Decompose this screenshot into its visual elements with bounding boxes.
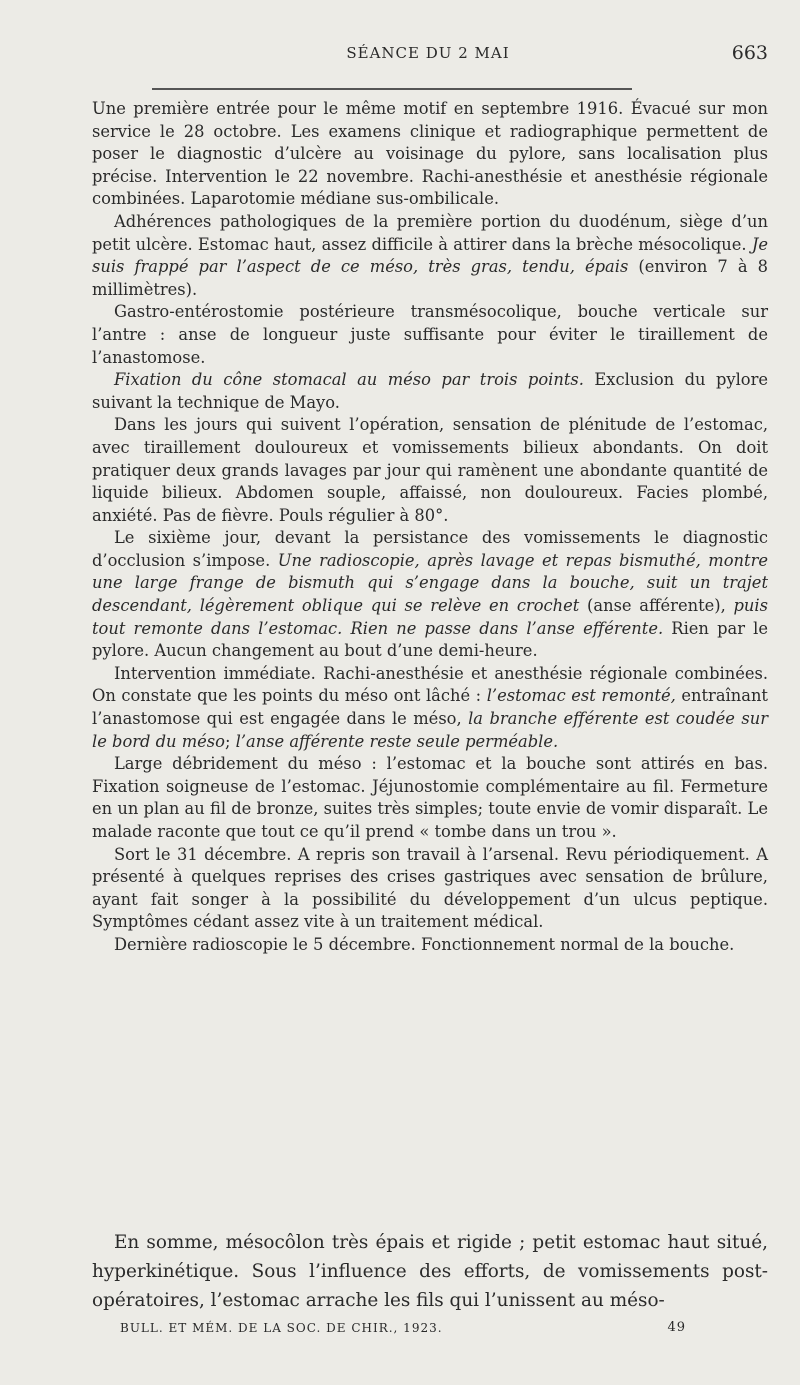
body-paragraph xyxy=(92,301,768,369)
italic-run: Une radioscopie, après lavage et repas bismuthé, montre une large frange de bismuth qui s’engage dans la bouche, suit un trajet descendant, légèrement oblique qui se relève en crochet xyxy=(92,550,768,616)
text-run: Gastro-entérostomie postérieure transmésocolique, bouche verticale sur l’antre : anse de longueur juste suffisante pour éviter le tiraillement de l’anastomose. xyxy=(92,302,768,367)
italic-run: l’anse afférente reste seule perméable. xyxy=(235,731,559,751)
conclusion-section xyxy=(92,1228,768,1315)
journal-reference: BULL. ET MÉM. DE LA SOC. DE CHIR., 1923. xyxy=(120,1321,443,1335)
text-run: Intervention immédiate. Rachi-anesthésie et anesthésie régionale combinées. On constate que les points du méso ont lâché : xyxy=(92,663,768,706)
conclusion-paragraph: En somme, mésocôlon très épais et rigide ; petit estomac haut situé, hyperkinétique. Sous l’influence des efforts, de vomissements post-opératoires, l’estomac arrache les fils qui l’unissent au méso- xyxy=(92,1232,768,1311)
text-run: Dans les jours qui suivent l’opération, sensation de plénitude de l’estomac, avec tiraillement douloureux et vomissements bilieux abondants. On doit pratiquer deux grands lavages par jour qui ramènent une abondante quantité de liquide bilieux. Abdomen souple, affaissé, non douloureux. Facies plombé, anxiété. Pas de fièvre. Pouls régulier à 80°. xyxy=(92,415,768,525)
text-run: Dernière radioscopie le 5 décembre. Fonctionnement normal de la bouche. xyxy=(114,934,735,954)
sheet-number: 49 xyxy=(667,1320,686,1335)
text-run: (environ 7 à 8 millimètres). xyxy=(92,257,768,299)
body-paragraph xyxy=(92,211,768,301)
text-run: Rien par le pylore. Aucun changement au bout d’une demi-heure. xyxy=(92,618,768,661)
italic-run: Je suis frappé par l’aspect de ce méso, très gras, tendu, épais xyxy=(92,234,768,277)
text-run: ; xyxy=(224,731,236,751)
italic-run: la branche efférente est coudée sur le bord du méso xyxy=(92,709,768,751)
page-number: 663 xyxy=(731,42,768,64)
text-run: entraînant l’anastomose qui est engagée dans le méso, xyxy=(92,686,768,729)
body-paragraph xyxy=(92,753,768,843)
italic-run: puis tout remonte dans l’estomac. Rien ne passe dans l’anse efférente. xyxy=(92,596,768,638)
text-run: Large débridement du méso : l’estomac et la bouche sont attirés en bas. Fixation soigneuse de l’estomac. Jéjunostomie complémentaire au fil. Fermeture en un plan au fil de bronze, suites très simples; toute envie de vomir disparaît. Le malade raconte que tout ce qu’il prend « tombe dans un trou ». xyxy=(92,754,768,841)
running-header xyxy=(88,44,768,74)
header-rule xyxy=(152,88,632,90)
body-paragraph xyxy=(92,934,768,957)
body-paragraph xyxy=(92,98,768,211)
italic-run: Fixation du cône stomacal au méso par trois points. xyxy=(114,370,584,390)
page-footer xyxy=(120,1321,686,1341)
text-run: Exclusion du pylore suivant la technique de Mayo. xyxy=(92,370,768,412)
italic-run: l’estomac est remonté, xyxy=(486,686,676,706)
text-run: (anse afférente), xyxy=(579,596,734,616)
body-paragraph xyxy=(92,663,768,753)
body-paragraph xyxy=(92,414,768,527)
running-title: SÉANCE DU 2 MAI xyxy=(346,44,510,62)
text-run: Le sixième jour, devant la persistance des vomissements le diagnostic d’occlusion s’impose. xyxy=(92,528,768,570)
text-run: Sort le 31 décembre. A repris son travail à l’arsenal. Revu périodiquement. A présenté à quelques reprises des crises gastriques avec sensation de brûlure, ayant fait songer à la possibilité du développement d’un ulcus peptique. Symptômes cédant assez vite à un traitement médical. xyxy=(92,844,768,932)
text-run: Une première entrée pour le même motif en septembre 1916. Évacué sur mon service le 28 octobre. Les examens clinique et radiographique permettent de poser le diagnostic d’ulcère au voisinage du pylore, sans localisation plus précise. Intervention le 22 novembre. Rachi-anesthésie et anesthésie régionale combinées. Laparotomie médiane sus-ombilicale. xyxy=(92,99,768,209)
body-paragraph xyxy=(92,527,768,663)
text-run: Adhérences pathologiques de la première portion du duodénum, siège d’un petit ulcère. Estomac haut, assez difficile à attirer dans la brèche mésocolique. xyxy=(92,211,768,254)
article-body xyxy=(92,98,768,957)
body-paragraph xyxy=(92,369,768,414)
body-paragraph xyxy=(92,844,768,934)
